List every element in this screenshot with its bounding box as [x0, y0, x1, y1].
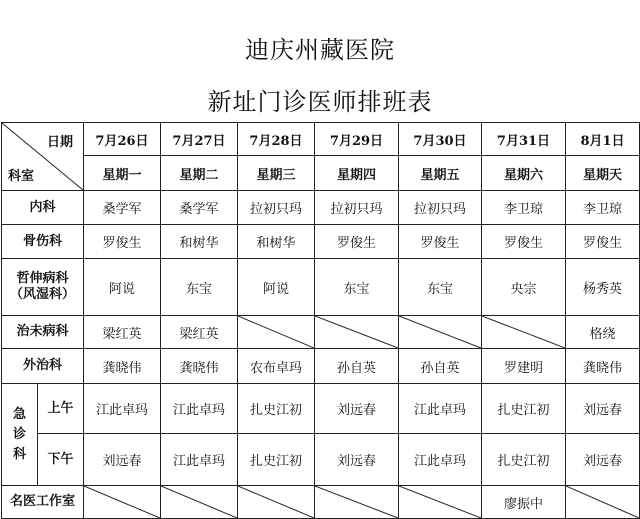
- empty-slash-cell: [238, 316, 315, 349]
- header-corner: [2, 123, 84, 191]
- row-jizhen-pm: [2, 434, 640, 486]
- dept-jizhen-char: 科: [12, 446, 26, 462]
- date-cell: 7月28日: [238, 123, 315, 156]
- date-cell: 7月26日: [84, 123, 161, 156]
- schedule-cell: 江此卓玛: [399, 434, 482, 486]
- schedule-cell: 桑学军: [161, 191, 238, 225]
- empty-slash-cell: [84, 486, 161, 519]
- schedule-cell: 东宝: [399, 259, 482, 316]
- empty-slash-cell: [161, 486, 238, 519]
- schedule-cell: 罗俊生: [566, 225, 640, 259]
- row-zhimo: [2, 316, 640, 349]
- schedule-cell: 梁红英: [84, 316, 161, 349]
- schedule-cell: 桑学军: [84, 191, 161, 225]
- schedule-cell: 扎史江初: [482, 434, 566, 486]
- weekday-cell: 星期五: [399, 156, 482, 191]
- dept-waizhi: 外治科: [2, 349, 84, 384]
- row-mingyi: [2, 486, 640, 519]
- schedule-cell: 江此卓玛: [84, 384, 161, 434]
- schedule-cell: 央宗: [482, 259, 566, 316]
- schedule-cell: 江此卓玛: [399, 384, 482, 434]
- row-jizhen-am: [2, 384, 640, 434]
- schedule-cell: 东宝: [315, 259, 399, 316]
- empty-slash-cell: [399, 316, 482, 349]
- schedule-cell: 农布卓玛: [238, 349, 315, 384]
- dept-label: 科室: [8, 169, 35, 184]
- row-zhishen: [2, 259, 640, 316]
- empty-slash-cell: [238, 486, 315, 519]
- schedule-cell: 孙自英: [399, 349, 482, 384]
- weekday-cell: 星期二: [161, 156, 238, 191]
- weekday-cell: 星期六: [482, 156, 566, 191]
- schedule-cell: 扎史江初: [238, 384, 315, 434]
- schedule-cell: 罗俊生: [315, 225, 399, 259]
- schedule-title: 新址门诊医师排班表: [207, 88, 433, 116]
- schedule-cell: 龚晓伟: [84, 349, 161, 384]
- schedule-cell: 刘远春: [315, 434, 399, 486]
- date-cell: 7月27日: [161, 123, 238, 156]
- schedule-cell: 孙自英: [315, 349, 399, 384]
- dept-jizhen-char: 诊: [12, 426, 26, 442]
- schedule-cell: 阿说: [238, 259, 315, 316]
- schedule-cell: 扎史江初: [238, 434, 315, 486]
- dept-jizhen-char: 急: [12, 406, 26, 422]
- weekday-cell: 星期一: [84, 156, 161, 191]
- date-cell: 8月1日: [566, 123, 640, 156]
- row-gushang: [2, 225, 640, 259]
- schedule-cell: 廖振中: [482, 486, 566, 519]
- schedule-cell: 罗俊生: [482, 225, 566, 259]
- schedule-cell: 罗俊生: [84, 225, 161, 259]
- date-row: [2, 123, 640, 156]
- date-label: 日期: [46, 135, 73, 150]
- date-cell: 7月31日: [482, 123, 566, 156]
- dept-gushang: 骨伤科: [2, 225, 84, 259]
- schedule-cell: 和树华: [238, 225, 315, 259]
- dept-mingyi: 名医工作室: [2, 486, 84, 519]
- schedule-cell: 东宝: [161, 259, 238, 316]
- schedule-cell: 阿说: [84, 259, 161, 316]
- am-label: 上午: [38, 384, 84, 434]
- schedule-cell: 扎史江初: [482, 384, 566, 434]
- schedule-cell: 刘远春: [566, 384, 640, 434]
- date-cell: 7月30日: [399, 123, 482, 156]
- schedule-cell: 龚晓伟: [566, 349, 640, 384]
- schedule-cell: 刘远春: [84, 434, 161, 486]
- schedule-cell: 杨秀英: [566, 259, 640, 316]
- dept-zhishen-line1: 哲伸病科: [16, 271, 69, 286]
- empty-slash-cell: [482, 316, 566, 349]
- schedule-table: [1, 122, 640, 519]
- weekday-row: [2, 156, 640, 191]
- schedule-cell: 拉初只玛: [238, 191, 315, 225]
- dept-zhishen-line2: （风湿科）: [9, 287, 75, 302]
- schedule-cell: 江此卓玛: [161, 434, 238, 486]
- hospital-title: 迪庆州藏医院: [245, 36, 395, 64]
- schedule-cell: 梁红英: [161, 316, 238, 349]
- empty-slash-cell: [566, 486, 640, 519]
- schedule-cell: 龚晓伟: [161, 349, 238, 384]
- schedule-cell: 李卫琼: [566, 191, 640, 225]
- schedule-cell: 格绕: [566, 316, 640, 349]
- weekday-cell: 星期天: [566, 156, 640, 191]
- schedule-cell: 和树华: [161, 225, 238, 259]
- date-cell: 7月29日: [315, 123, 399, 156]
- schedule-cell: 罗建明: [482, 349, 566, 384]
- row-waizhi: [2, 349, 640, 384]
- schedule-cell: 罗俊生: [399, 225, 482, 259]
- schedule-cell: 刘远春: [315, 384, 399, 434]
- empty-slash-cell: [399, 486, 482, 519]
- empty-slash-cell: [315, 486, 399, 519]
- dept-jizhen: [2, 384, 38, 486]
- dept-zhimo: 治未病科: [2, 316, 84, 349]
- pm-label: 下午: [38, 434, 84, 486]
- dept-zhishen: [2, 259, 84, 316]
- schedule-cell: 江此卓玛: [161, 384, 238, 434]
- dept-neike: 内科: [2, 191, 84, 225]
- weekday-cell: 星期四: [315, 156, 399, 191]
- schedule-cell: 拉初只玛: [399, 191, 482, 225]
- row-neike: [2, 191, 640, 225]
- schedule-cell: 刘远春: [566, 434, 640, 486]
- schedule-cell: 拉初只玛: [315, 191, 399, 225]
- weekday-cell: 星期三: [238, 156, 315, 191]
- empty-slash-cell: [315, 316, 399, 349]
- schedule-cell: 李卫琼: [482, 191, 566, 225]
